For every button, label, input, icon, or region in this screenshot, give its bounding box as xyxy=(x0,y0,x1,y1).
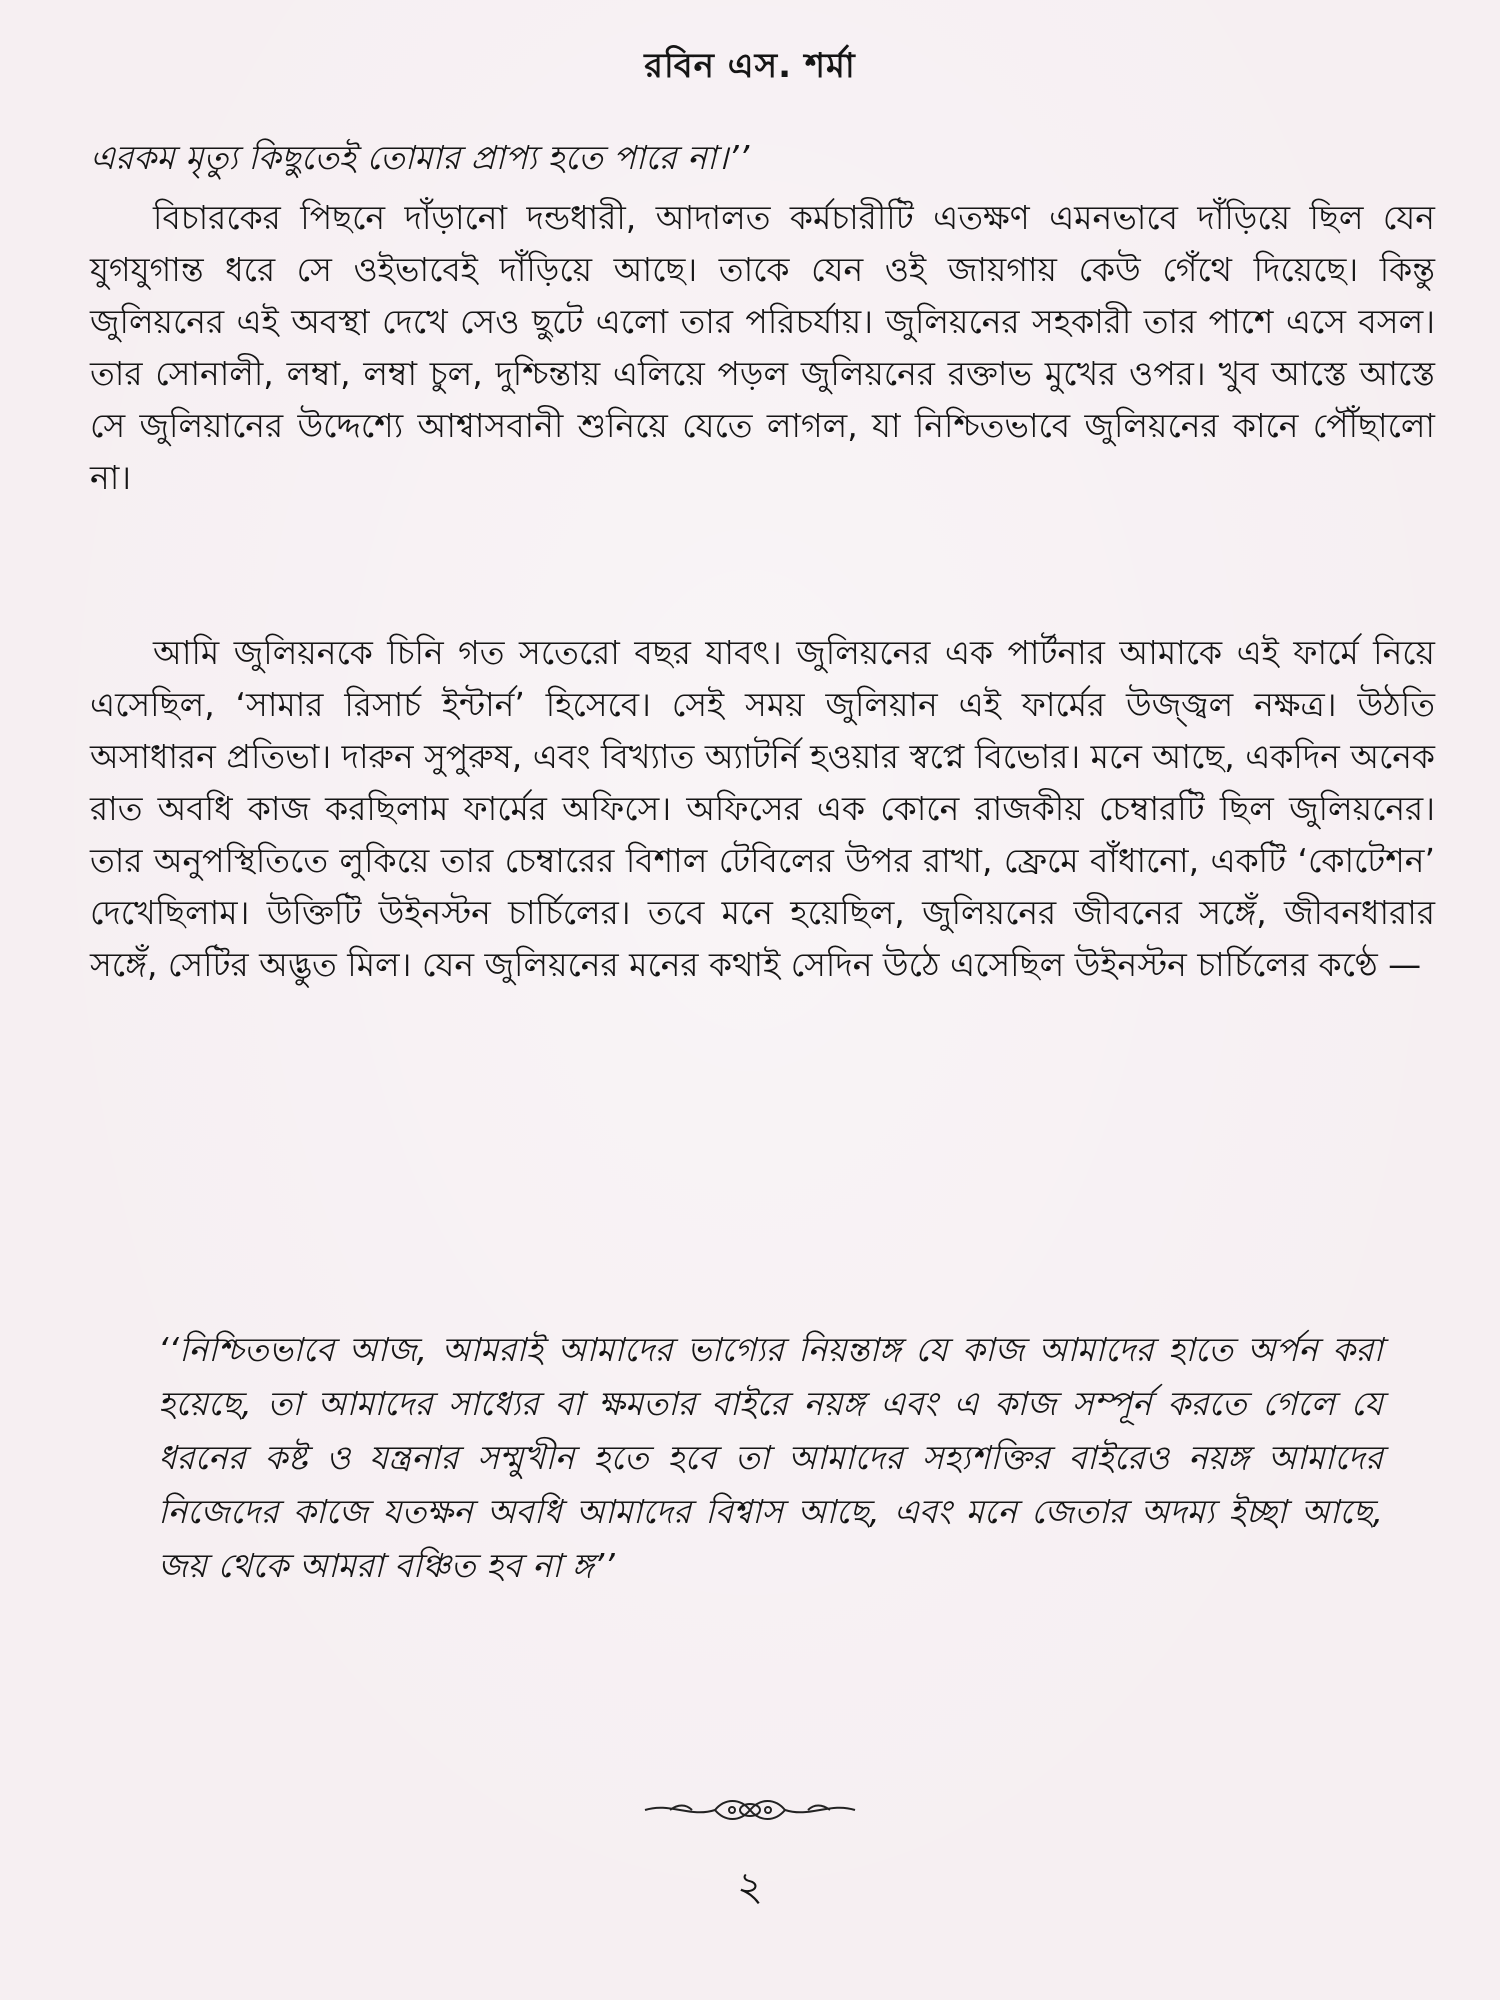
running-header-author: রবিন এস. শর্মা xyxy=(644,46,856,86)
churchill-quote xyxy=(158,1323,1383,1593)
floral-divider-icon xyxy=(640,1790,860,1830)
paragraph-2 xyxy=(90,627,1435,991)
churchill-quote-text: ‘‘নিশ্চিতভাবে আজ, আমরাই আমাদের ভাগ্যের নিয়ন্তাঙ্গ যে কাজ আমাদের হাতে অর্পন করা হয়েছে, তা আমাদের সাধ্যের বা ক্ষমতার বাইরে নয়ঙ্গ এবং এ কাজ সম্পূর্ন করতে গেলে যে ধরনের কষ্ট ও যন্ত্রনার সম্মুখীন হতে হবে তা আমাদের সহ্যশক্তির বাইরেও নয়ঙ্গ আমাদের নিজেদের কাজে যতক্ষন অবধি আমাদের বিশ্বাস আছে, এবং মনে জেতার অদম্য ইচ্ছা আছে, জয় থেকে আমরা বঞ্চিত হব না ঙ্গ’’ xyxy=(158,1330,1383,1585)
paragraph-2-text: আমি জুলিয়নকে চিনি গত সতেরো বছর যাবৎ। জুলিয়নের এক পার্টনার আমাকে এই ফার্মে নিয়ে এসেছিল, ‘সামার রিসার্চ ইন্টার্ন’ হিসেবে। সেই সময় জুলিয়ান এই ফার্মের উজ্জ্বল নক্ষত্র। উঠতি অসাধারন প্রতিভা। দারুন সুপুরুষ, এবং বিখ্যাত অ্যাটর্নি হওয়ার স্বপ্নে বিভোর। মনে আছে, একদিন অনেক রাত অবধি কাজ করছিলাম ফার্মের অফিসে। অফিসের এক কোনে রাজকীয় চেম্বারটি ছিল জুলিয়নের। তার অনুপস্থিতিতে লুকিয়ে তার চেম্বারের বিশাল টেবিলের উপর রাখা, ফ্রেমে বাঁধানো, একটি ‘কোটেশন’ দেখেছিলাম। উক্তিটি উইনস্টন চার্চিলের। তবে মনে হয়েছিল, জুলিয়নের জীবনের সঙ্গেঁ, জীবনধারার সঙ্গেঁ, সেটির অদ্ভুত মিল। যেন জুলিয়নের মনের কথাই সেদিন উঠে এসেছিল উইনস্টন চার্চিলের কণ্ঠে — xyxy=(90,633,1435,984)
opening-line-text: এরকম মৃত্যু কিছুতেই তোমার প্রাপ্য হতে পারে না।’’ xyxy=(90,138,750,177)
opening-line xyxy=(90,132,1435,184)
paragraph-1-text: বিচারকের পিছনে দাঁড়ানো দন্ডধারী, আদালত কর্মচারীটি এতক্ষণ এমনভাবে দাঁড়িয়ে ছিল যেন যুগযুগান্ত ধরে সে ওইভাবেই দাঁড়িয়ে আছে। তাকে যেন ওই জায়গায় কেউ গেঁথে দিয়েছে। কিন্তু জুলিয়নের এই অবস্থা দেখে সেও ছুটে এলো তার পরিচর্যায়। জুলিয়নের সহকারী তার পাশে এসে বসল। তার সোনালী, লম্বা, লম্বা চুল, দুশ্চিন্তায় এলিয়ে পড়ল জুলিয়নের রক্তাভ মুখের ওপর। খুব আস্তে আস্তে সে জুলিয়ানের উদ্দেশ্যে আশ্বাসবানী শুনিয়ে যেতে লাগল, যা নিশ্চিতভাবে জুলিয়নের কানে পৌঁছালো না। xyxy=(90,198,1435,497)
paragraph-1 xyxy=(90,192,1435,504)
page-number: ২ xyxy=(736,1864,763,1910)
